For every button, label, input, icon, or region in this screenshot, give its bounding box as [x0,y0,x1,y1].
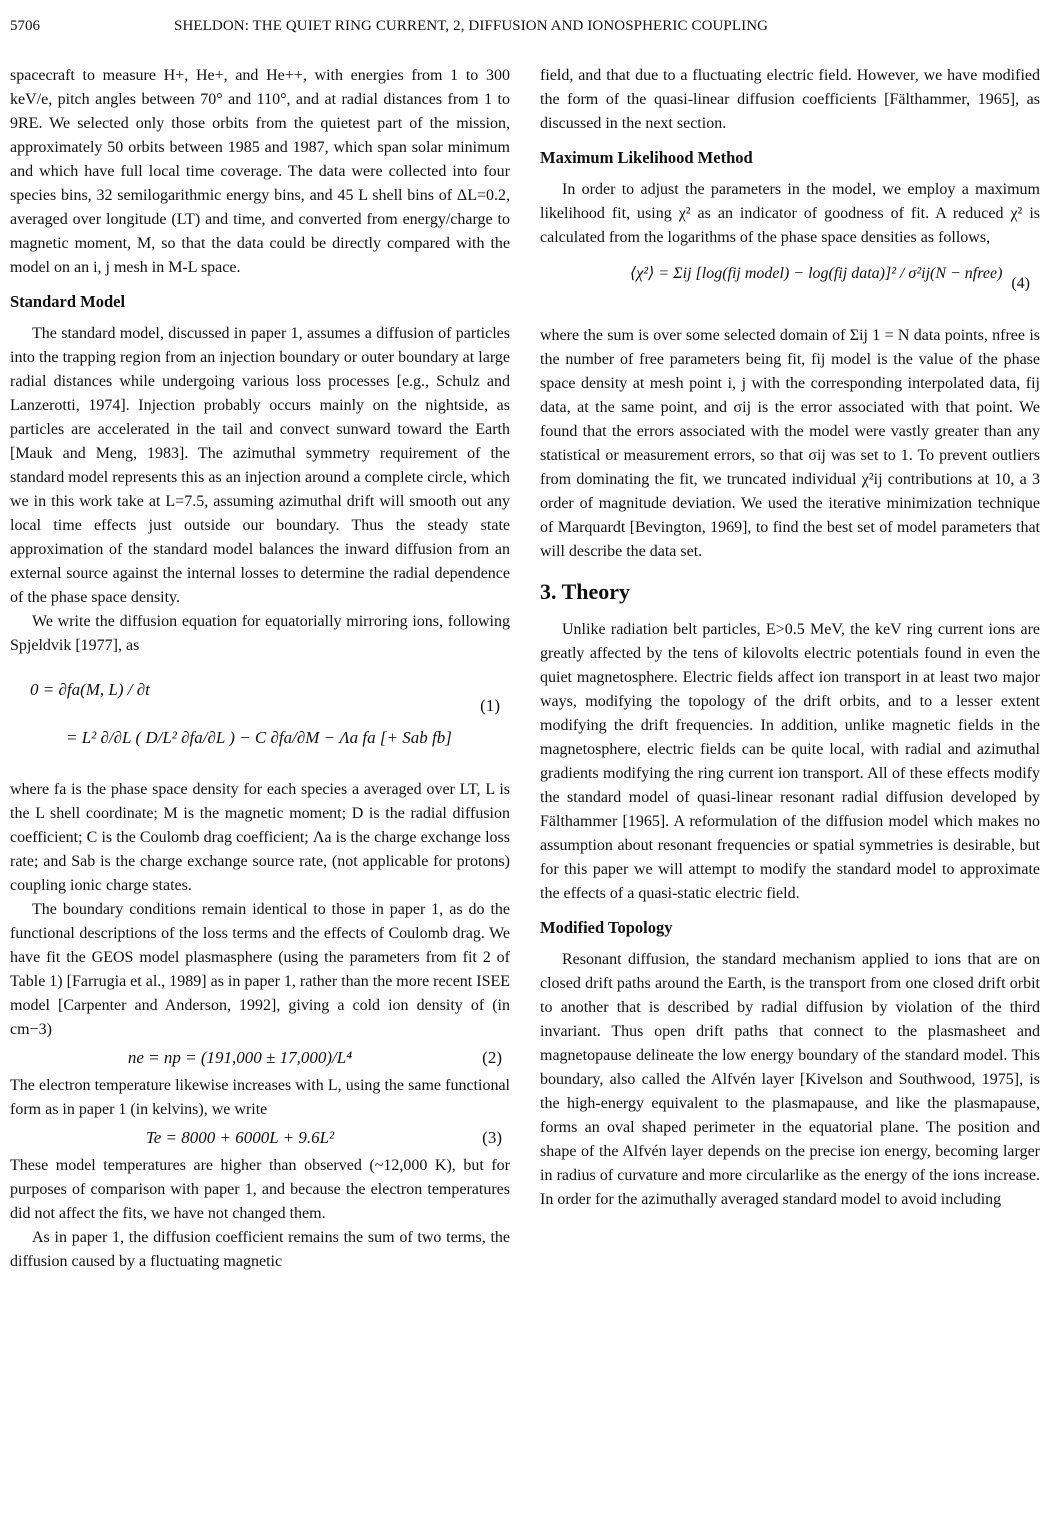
paragraph: spacecraft to measure H+, He+, and He++, with energies from 1 to 300 keV/e, pitch angles between 70° and 110°, and at radial distances from 1 to 9RE. We selected only those orbits from the quietest part of the mission, approximately 50 orbits between 1985 and 1987, which span solar minimum and which have full local time coverage. The data were collected into four species bins, 32 semilogarithmic energy bins, and 45 L shell bins of ΔL=0.2, averaged over longitude (LT) and time, and converted from energy/charge to magnetic moment, M, so that the data could be directly compared with the model on an i, j mesh in M-L space. [10,67,510,276]
right-column [540,64,1040,1212]
equation-2 [10,1042,510,1074]
running-header [10,18,1040,42]
paragraph: field, and that due to a fluctuating electric field. However, we have modified the form of the quasi-linear diffusion coefficients [Fälthammer, 1965], as discussed in the next section. [540,67,1040,132]
paragraph: Resonant diffusion, the standard mechanism applied to ions that are on closed drift paths around the Earth, is the transport from one closed drift orbit to another that is described by radial diffusion by violation of the third invariant. Thus open drift paths that connect to the plasmasheet and magnetopause delineate the low energy boundary of the standard model. This boundary, also called the Alfvén layer [Kivelson and Southwood, 1975], is the high-energy equivalent to the plasmapause, and like the plasmapause, forms an oval shaped perimeter in the equatorial plane. The position and shape of the Alfvén layer depends on the precise ion energy, becoming larger in radius of curvature and more circularlike as the energy of the ions increase. In order for the azimuthally averaged standard model to avoid including [540,951,1040,1208]
paragraph: where the sum is over some selected domain of Σij 1 = N data points, nfree is the number of free parameters being fit, fij model is the value of the phase space density at mesh point i, j with the corresponding interpolated data, fij data, at the same point, and σij is the error associated with that point. We found that the errors associated with the model were vastly greater than any statistical or measurement errors, so that σij was set to 1. To prevent outliers from dominating the fit, we truncated individual χ²ij contributions at 10, a 3 order of magnitude deviation. We used the iterative minimization technique of Marquardt [Bevington, 1969], to find the best set of model parameters that will describe the data set. [540,327,1040,560]
equation-1-line-2: = L² ∂/∂L ( D/L² ∂fa/∂L ) − C ∂fa/∂M − Λa fa [+ Sab fb] [66,728,452,747]
equation-1 [10,664,510,774]
paragraph: These model temperatures are higher than observed (~12,000 K), but for purposes of comparison with paper 1, and because the electron temperatures did not affect the fits, we have not changed them. [10,1157,510,1222]
section-heading-theory: 3. Theory [540,579,631,604]
page-number: 5706 [10,18,40,34]
paragraph: We write the diffusion equation for equatorially mirroring ions, following Spjeldvik [1977], as [10,613,510,654]
equation-3-body: Te = 8000 + 6000L + 9.6L² [145,1128,335,1147]
paragraph: Unlike radiation belt particles, E>0.5 MeV, the keV ring current ions are greatly affected by the tens of kilovolts electric potentials found in even the quiet magnetosphere. Electric fields affect ion transport in at least two major ways, modifying the topology of the drift orbits, and to a lesser extent modifying the drift frequencies. In addition, unlike magnetic fields in the magnetosphere, electric fields can be quite local, with radial and azimuthal gradients modifying the ring current ion transport. All of these effects modify the standard model of quasi-linear resonant radial diffusion developed by Fälthammer [1965]. A reformulation of the diffusion model which makes no assumption about resonant frequencies or spatial symmetries is desirable, but for this paper we will attempt to modify the standard model to approximate the effects of a quasi-static electric field. [540,621,1040,902]
equation-1-line-1: 0 = ∂fa(M, L) / ∂t [30,680,150,699]
section-heading-modified-topology: Modified Topology [540,918,673,937]
left-column [10,64,510,1274]
equation-4-body: ⟨χ²⟩ = Σij [log(fij model) − log(fij data)]² / σ²ij(N − nfree) [630,265,1003,282]
paragraph: The electron temperature likewise increases with L, using the same functional form as in paper 1 (in kelvins), we write [10,1077,510,1118]
section-heading-maximum-likelihood: Maximum Likelihood Method [540,148,753,167]
equation-number: (3) [482,1128,502,1147]
section-heading-standard-model: Standard Model [10,292,126,311]
running-head: SHELDON: THE QUIET RING CURRENT, 2, DIFFUSION AND IONOSPHERIC COUPLING [174,18,769,34]
paragraph: As in paper 1, the diffusion coefficient remains the sum of two terms, the diffusion caused by a fluctuating magnetic [10,1229,510,1270]
equation-number: (4) [1011,275,1030,292]
equation-4 [540,258,1040,316]
paragraph: In order to adjust the parameters in the model, we employ a maximum likelihood fit, using χ² as an indicator of goodness of fit. A reduced χ² is calculated from the logarithms of the phase space densities as follows, [540,181,1040,246]
equation-number: (1) [480,696,500,715]
equation-3 [10,1122,510,1154]
paragraph: The standard model, discussed in paper 1, assumes a diffusion of particles into the trapping region from an injection boundary or outer boundary at large radial distances while undergoing various loss processes [e.g., Schulz and Lanzerotti, 1974]. Injection probably occurs mainly on the nightside, as particles are accelerated in the tail and convect sunward toward the Earth [Mauk and Meng, 1983]. The azimuthal symmetry requirement of the standard model represents this as an injection around a complete circle, which we in this work take at L=7.5, assuming azimuthal drift will smooth out any local time effects just outside our boundary. Thus the steady state approximation of the standard model balances the inward diffusion from an external source against the internal losses to determine the radial dependence of the phase space density. [10,325,510,606]
paragraph: The boundary conditions remain identical to those in paper 1, as do the functional descriptions of the loss terms and the effects of Coulomb drag. We have fit the GEOS model plasmasphere (using the parameters from fit 2 of Table 1) [Farrugia et al., 1989] as in paper 1, rather than the more recent ISEE model [Carpenter and Anderson, 1992], giving a cold ion density of (in cm−3) [10,901,511,1038]
equation-number: (2) [482,1048,502,1067]
paragraph: where fa is the phase space density for each species a averaged over LT, L is the L shell coordinate; M is the magnetic moment; D is the radial diffusion coefficient; C is the Coulomb drag coefficient; Λa is the charge exchange loss rate; and Sab is the charge exchange source rate, (not applicable for protons) coupling ionic charge states. [10,781,510,894]
equation-2-body: ne = np = (191,000 ± 17,000)/L⁴ [127,1048,353,1067]
